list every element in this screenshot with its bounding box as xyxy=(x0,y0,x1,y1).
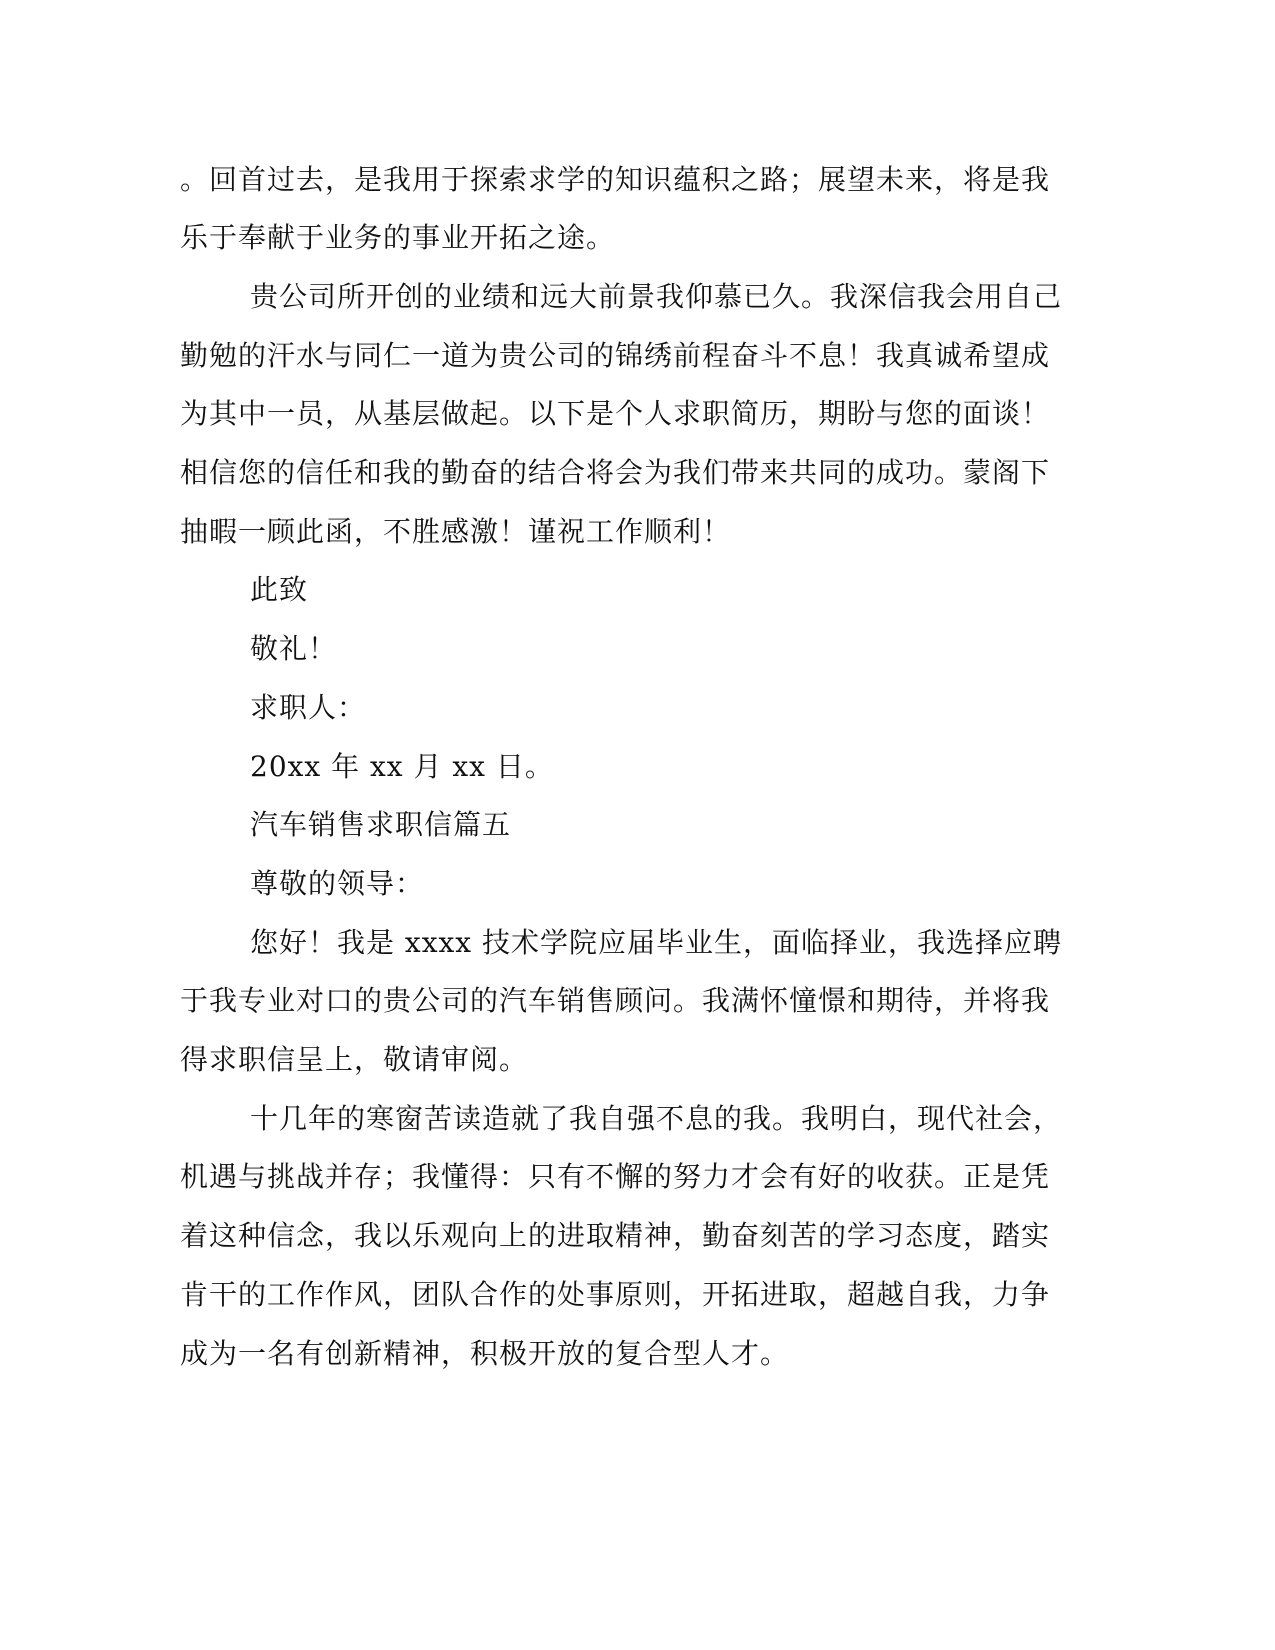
text-line: 抽暇一顾此函，不胜感激！谨祝工作顺利！ xyxy=(180,515,732,548)
date-line: 20xx 年 xx 月 xx 日。 xyxy=(250,750,554,783)
text-line: 着这种信念，我以乐观向上的进取精神，勤奋刻苦的学习态度，踏实 xyxy=(180,1219,1051,1252)
text-line: 得求职信呈上，敬请审阅。 xyxy=(180,1043,529,1076)
closing-salutation: 此致 xyxy=(250,573,309,606)
text-line: 为其中一员，从基层做起。以下是个人求职简历，期盼与您的面谈！ xyxy=(180,397,1051,430)
closing-regards: 敬礼！ xyxy=(250,632,338,665)
section-heading: 汽车销售求职信篇五 xyxy=(250,808,512,841)
text-line: 您好！我是 xxxx 技术学院应届毕业生，面临择业，我选择应聘 xyxy=(250,926,1062,959)
text-line: 勤勉的汗水与同仁一道为贵公司的锦绣前程奋斗不息！我真诚希望成 xyxy=(180,339,1051,372)
text-line: 肯干的工作作风，团队合作的处事原则，开拓进取，超越自我，力争 xyxy=(180,1278,1051,1311)
text-line: 相信您的信任和我的勤奋的结合将会为我们带来共同的成功。蒙阁下 xyxy=(180,456,1051,489)
text-line: 贵公司所开创的业绩和远大前景我仰慕已久。我深信我会用自己 xyxy=(250,280,1063,313)
greeting: 尊敬的领导： xyxy=(250,867,425,900)
text-line: 十几年的寒窗苦读造就了我自强不息的我。我明白，现代社会， xyxy=(250,1102,1063,1135)
text-line: 。回首过去，是我用于探索求学的知识蕴积之路；展望未来，将是我 xyxy=(180,163,1051,196)
text-line: 机遇与挑战并存；我懂得：只有不懈的努力才会有好的收获。正是凭 xyxy=(180,1160,1051,1193)
text-line: 乐于奉献于业务的事业开拓之途。 xyxy=(180,221,616,254)
text-line: 成为一名有创新精神，积极开放的复合型人才。 xyxy=(180,1337,790,1370)
signature-label: 求职人： xyxy=(250,691,367,724)
text-line: 于我专业对口的贵公司的汽车销售顾问。我满怀憧憬和期待，并将我 xyxy=(180,984,1051,1017)
